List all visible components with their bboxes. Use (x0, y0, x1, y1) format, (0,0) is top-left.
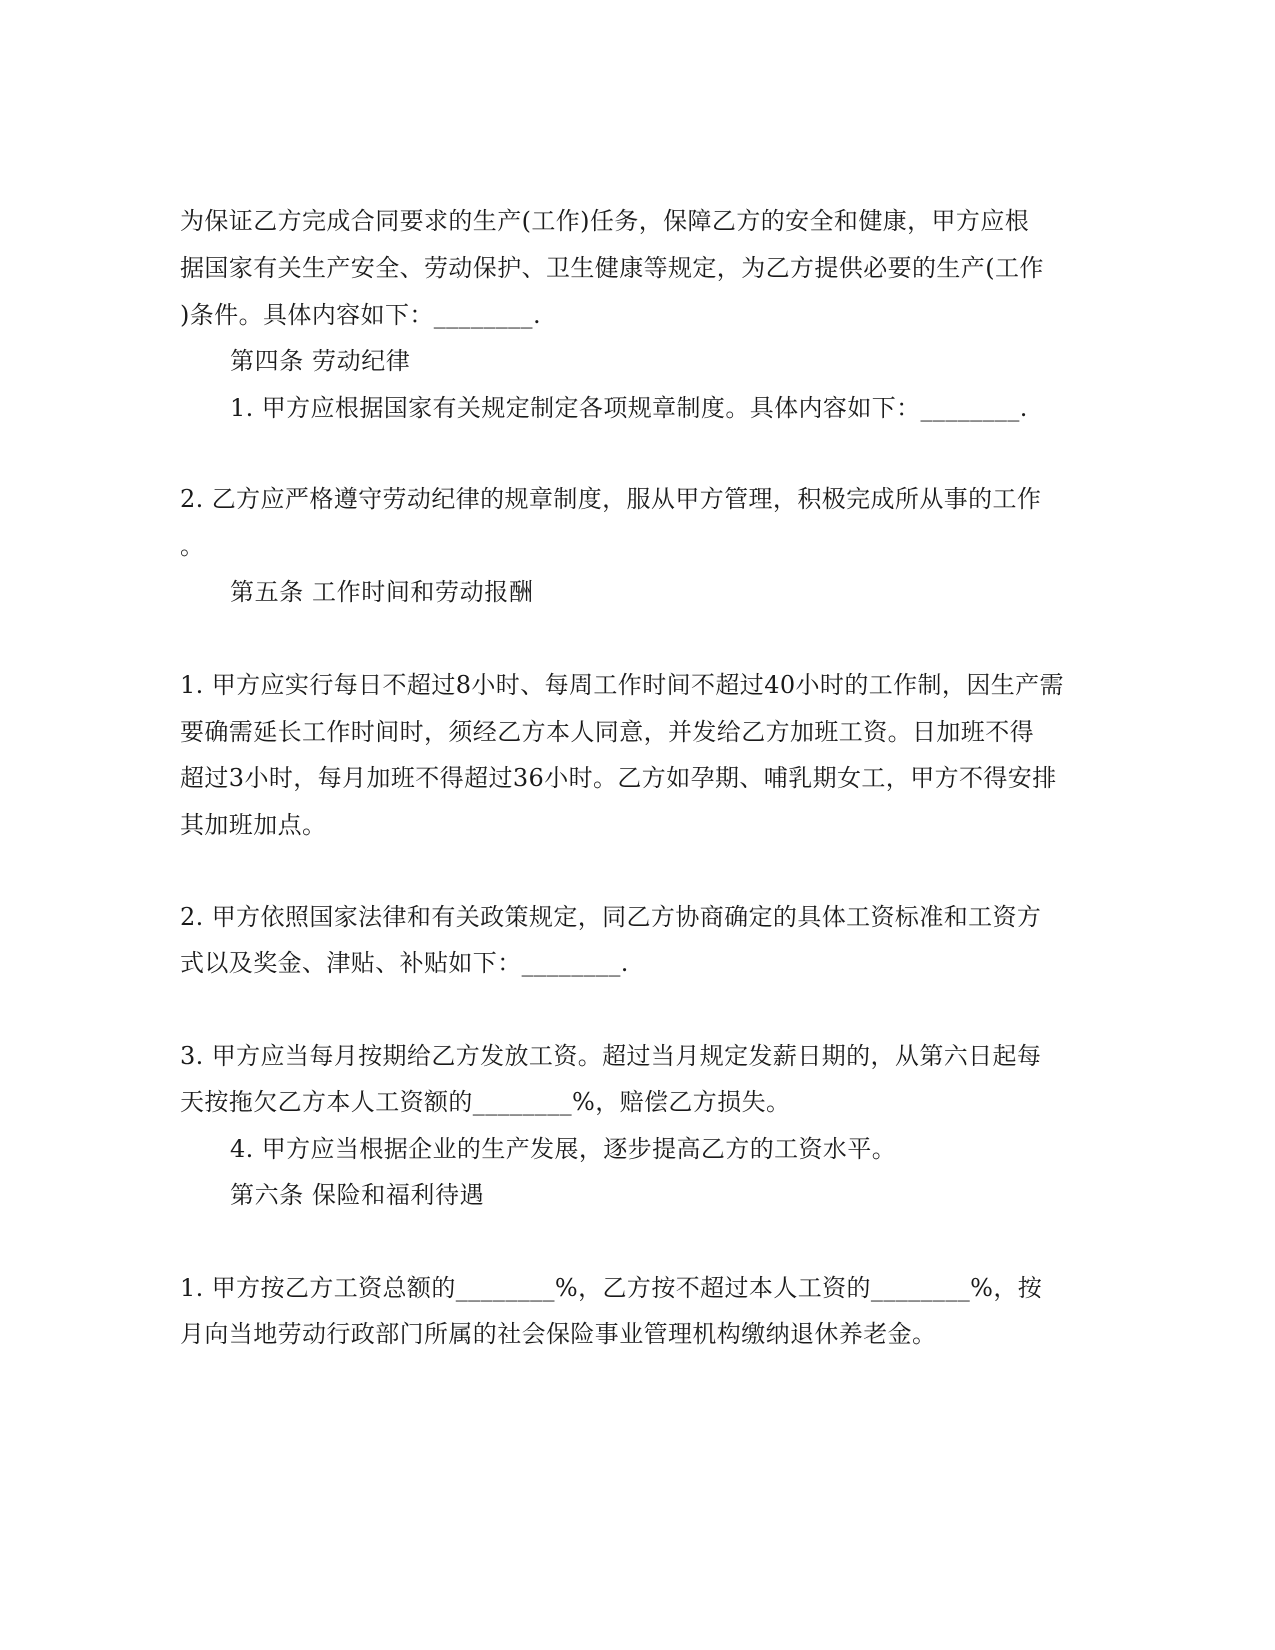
paragraph-line: 据国家有关生产安全、劳动保护、卫生健康等规定，为乙方提供必要的生产(工作 (180, 254, 1044, 282)
section-heading-4: 第四条 劳动纪律 (230, 347, 411, 375)
paragraph-line: 天按拖欠乙方本人工资额的________%，赔偿乙方损失。 (180, 1088, 791, 1116)
paragraph-line: 1. 甲方应根据国家有关规定制定各项规章制度。具体内容如下：________. (230, 394, 1028, 422)
paragraph-line: 1. 甲方按乙方工资总额的________%，乙方按不超过本人工资的________%，按 (180, 1274, 1043, 1302)
paragraph-line: 式以及奖金、津贴、补贴如下：________. (180, 949, 629, 977)
paragraph-line: 月向当地劳动行政部门所属的社会保险事业管理机构缴纳退休养老金。 (180, 1320, 937, 1348)
paragraph-line: 。 (180, 532, 205, 560)
paragraph-line: 其加班加点。 (180, 811, 327, 839)
section-heading-5: 第五条 工作时间和劳动报酬 (230, 578, 534, 606)
paragraph-line: 3. 甲方应当每月按期给乙方发放工资。超过当月规定发薪日期的，从第六日起每 (180, 1042, 1042, 1070)
paragraph-line: 要确需延长工作时间时，须经乙方本人同意，并发给乙方加班工资。日加班不得 (180, 718, 1034, 746)
paragraph-line: 1. 甲方应实行每日不超过8小时、每周工作时间不超过40小时的工作制，因生产需 (180, 671, 1064, 699)
paragraph-line: 为保证乙方完成合同要求的生产(工作)任务，保障乙方的安全和健康，甲方应根 (180, 207, 1030, 235)
paragraph-line: )条件。具体内容如下：________. (180, 301, 541, 329)
paragraph-line: 超过3小时，每月加班不得超过36小时。乙方如孕期、哺乳期女工，甲方不得安排 (180, 764, 1057, 792)
paragraph-line: 2. 甲方依照国家法律和有关政策规定，同乙方协商确定的具体工资标准和工资方 (180, 903, 1042, 931)
section-heading-6: 第六条 保险和福利待遇 (230, 1181, 485, 1209)
paragraph-line: 4. 甲方应当根据企业的生产发展，逐步提高乙方的工资水平。 (230, 1135, 897, 1163)
paragraph-line: 2. 乙方应严格遵守劳动纪律的规章制度，服从甲方管理，积极完成所从事的工作 (180, 485, 1042, 513)
